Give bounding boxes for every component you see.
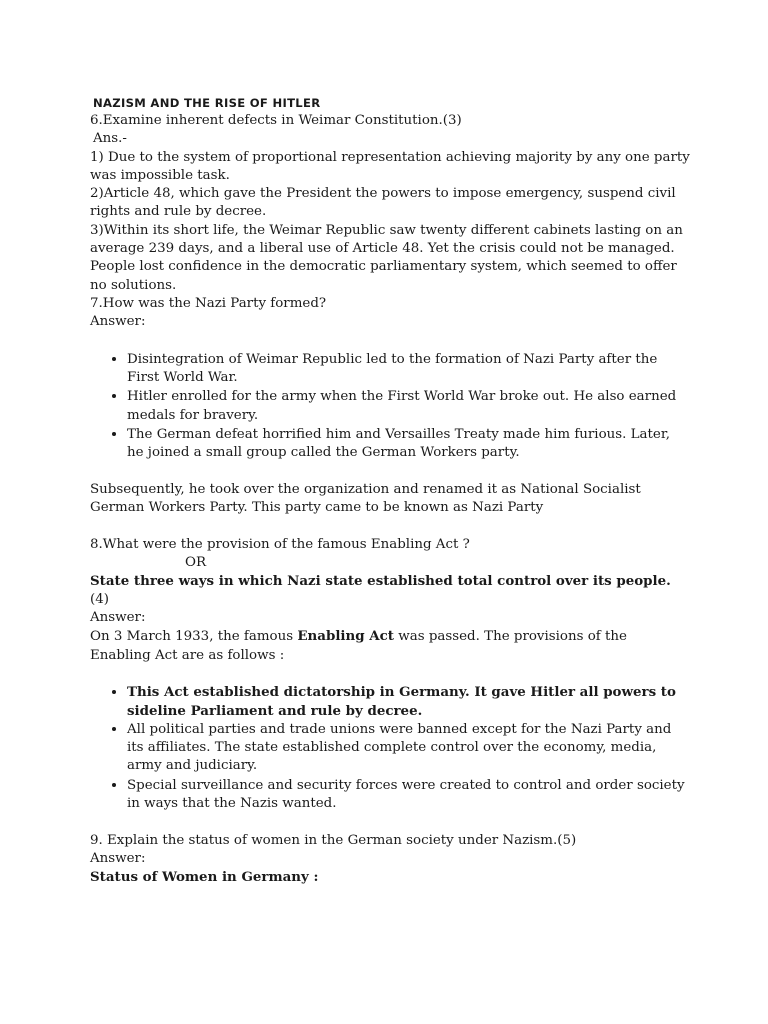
list-item: • This Act established dictatorship in Germany. It gave Hitler all powers to sideline Parliament and rule by decree. [127, 683, 690, 720]
list-item: • Hitler enrolled for the army when the First World War broke out. He also earned medals for bravery. [127, 387, 690, 425]
answer-label-8: Answer: [90, 610, 146, 626]
answer-label-9: Answer: [90, 850, 146, 866]
question-6: 6.Examine inherent defects in Weimar Constitution.(3) [90, 113, 462, 128]
list-item: • The German defeat horrified him and Versailles Treaty made him furious. Later, he joined a small group called the German Workers party. [127, 425, 690, 463]
list-item: • Disintegration of Weimar Republic led to the formation of Nazi Party after the First World War. [127, 350, 690, 388]
spacer [90, 518, 690, 536]
spacer [90, 665, 690, 683]
spacer [90, 463, 690, 481]
answer-label-6: Ans.- [93, 131, 127, 147]
q8-intro [90, 627, 690, 665]
q6-point-3: 3)Within its short life, the Weimar Republic saw twenty different cabinets lasting on an average 239 days, and a liberal use of Article 48. Yet the crisis could not be managed. People lost confidence in the democratic parliamentary system, which seemed to offer no solutions. [90, 222, 683, 293]
section-heading-women: Status of Women in Germany : [90, 869, 319, 886]
document-title: NAZISM AND THE RISE OF HITLER [93, 96, 321, 110]
q8-intro-post: was passed. The provisions of the Enabling Act are as follows : [90, 629, 627, 663]
q8-bullet-list [90, 683, 690, 813]
spacer [90, 813, 690, 831]
or-separator: OR [185, 555, 207, 571]
question-8: 8.What were the provision of the famous Enabling Act ? [90, 536, 470, 552]
spacer [90, 332, 690, 350]
marks-label: (4) [90, 591, 109, 607]
list-item: • Special surveillance and security forces were created to control and order society in ways that the Nazis wanted. [127, 776, 690, 814]
enabling-act-term: Enabling Act [297, 628, 394, 645]
q8-intro-pre: On 3 March 1933, the famous [90, 629, 298, 645]
question-7: 7.How was the Nazi Party formed? [90, 295, 327, 311]
question-9: 9. Explain the status of women in the German society under Nazism.(5) [90, 832, 577, 848]
q6-point-1: 1) Due to the system of proportional representation achieving majority by any one party was impossible task. [90, 149, 690, 183]
q7-bullet-list [90, 350, 690, 463]
answer-label-7: Answer: [90, 314, 146, 330]
q7-conclusion: Subsequently, he took over the organization and renamed it as National Socialist German Workers Party. This party came to be known as Nazi Party [90, 481, 641, 516]
question-8-alt: State three ways in which Nazi state established total control over its people. [90, 573, 671, 590]
document-content [90, 94, 690, 886]
q6-point-2: 2)Article 48, which gave the President the powers to impose emergency, suspend civil rights and rule by decree. [90, 186, 676, 220]
list-item: • All political parties and trade unions were banned except for the Nazi Party and its affiliates. The state established complete control over the economy, media, army and judiciary. [127, 720, 690, 776]
